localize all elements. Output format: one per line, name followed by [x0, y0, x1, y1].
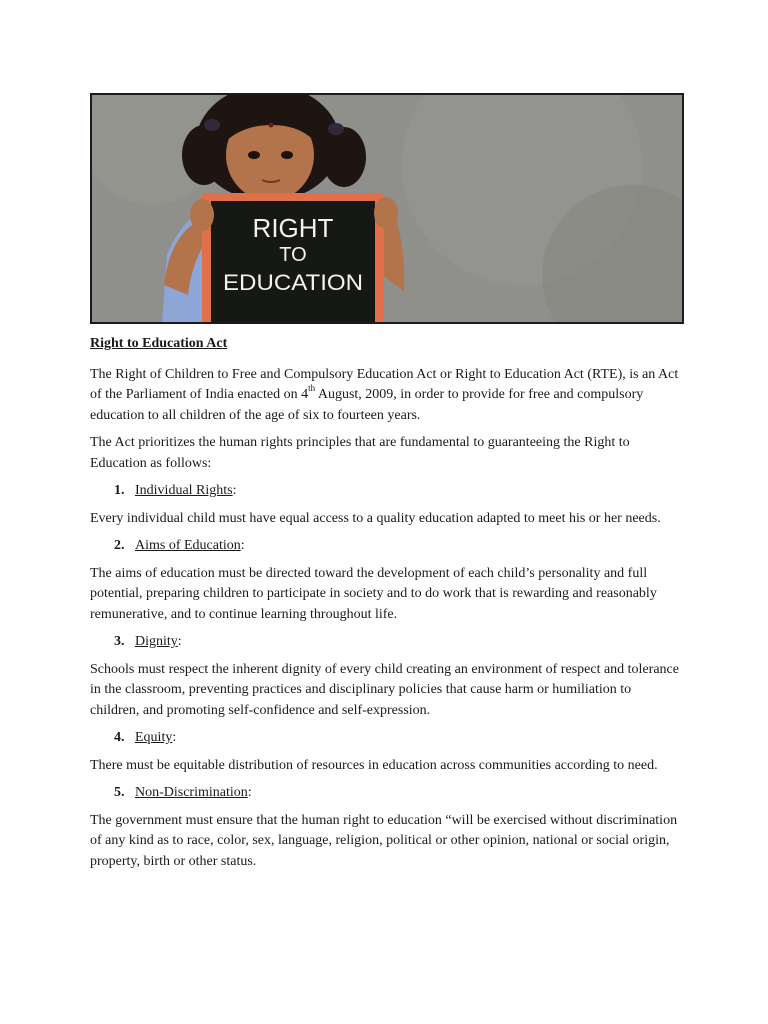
list-number: 2.	[114, 538, 125, 553]
list-number: 4.	[114, 730, 125, 745]
ordinal-superscript: th	[308, 383, 316, 394]
list-title: Equity	[135, 730, 173, 745]
bindi	[269, 123, 274, 128]
list-number: 3.	[114, 634, 125, 649]
list-item	[90, 783, 680, 804]
list-item-body: There must be equitable distribution of resources in education across communities according to need.	[90, 757, 658, 773]
list-number: 5.	[114, 785, 125, 800]
child-eye-right	[281, 151, 293, 159]
list-title: Dignity	[135, 634, 178, 649]
intro-text-a: The Right of Children to Free and Compulsory Education Act or Right to Education Act (RTE), is an Act of the Parliament of India enacted on 4	[90, 366, 679, 402]
list-item-body: The government must ensure that the human right to education “will be exercised without discrimination of any kind as to race, color, sex, language, religion, political or other opinion, national or social origin, property, birth or other status.	[90, 812, 678, 869]
intro-paragraph	[90, 365, 680, 427]
section-heading: Right to Education Act	[90, 336, 228, 351]
list-item	[90, 481, 680, 502]
document-body	[90, 334, 680, 879]
list-item-body: The aims of education must be directed toward the development of each child’s personality and full potential, preparing children to participate in society and to do work that is rewarding and reasonably remunerative, and to continue learning throughout life.	[90, 565, 657, 622]
list-item	[90, 728, 680, 749]
chalkboard	[202, 193, 384, 322]
child-hand-right	[374, 197, 398, 229]
list-number: 1.	[114, 483, 125, 498]
child-hand-left	[190, 199, 214, 231]
list-item-body: Every individual child must have equal access to a quality education adapted to meet his or her needs.	[90, 510, 661, 526]
list-title: Individual Rights	[135, 483, 233, 498]
list-item	[90, 632, 680, 653]
principles-list	[90, 481, 680, 872]
hair-tie-left	[204, 119, 220, 131]
list-colon: :	[177, 634, 182, 649]
intro-text-b: August, 2009, in order to provide for free and compulsory education to all children of the age of six to fourteen years.	[90, 387, 644, 423]
child-pigtail-right	[322, 127, 366, 187]
list-colon: :	[232, 483, 237, 498]
list-item-body: Schools must respect the inherent dignity of every child creating an environment of respect and tolerance in the classroom, preventing practices and disciplinary policies that cause harm or humiliation to children, and promoting self-confidence and self-expression.	[90, 661, 679, 718]
list-item	[90, 536, 680, 557]
chalk-text-line-1: RIGHT	[252, 213, 334, 243]
hero-illustration	[92, 95, 682, 322]
chalk-text-line-2: TO	[279, 244, 307, 266]
lead-paragraph: The Act prioritizes the human rights principles that are fundamental to guaranteeing the Right to Education as follows:	[90, 435, 630, 471]
hair-tie-right	[328, 123, 344, 135]
child-eye-left	[248, 151, 260, 159]
list-title: Aims of Education	[135, 538, 241, 553]
list-colon: :	[172, 730, 177, 745]
child-pigtail-left	[182, 125, 226, 185]
hero-photo	[90, 93, 684, 324]
list-colon: :	[240, 538, 245, 553]
list-colon: :	[247, 785, 252, 800]
list-title: Non-Discrimination	[135, 785, 248, 800]
chalk-text-line-3: EDUCATION	[223, 270, 363, 295]
